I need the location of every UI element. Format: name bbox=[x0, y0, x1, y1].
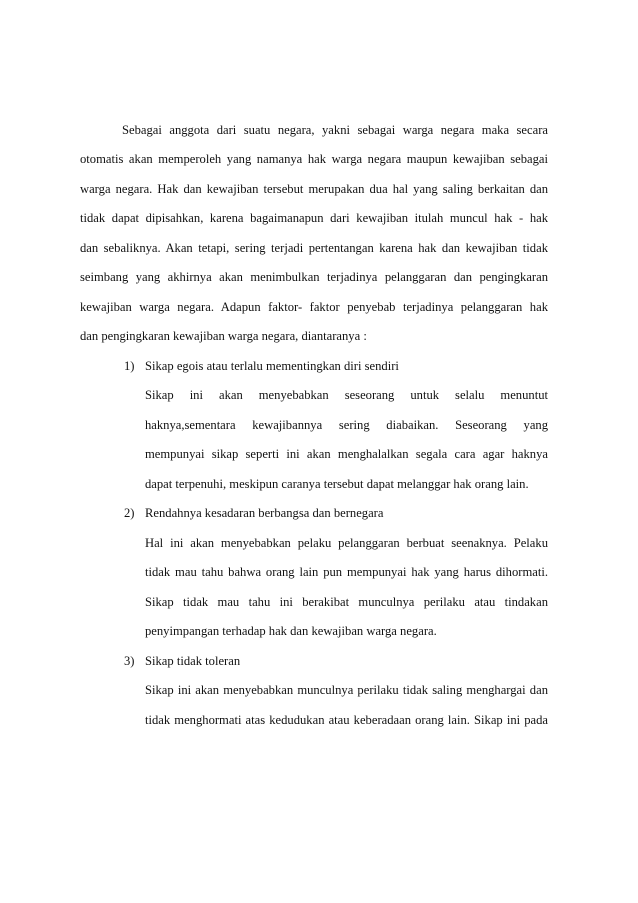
paragraph-line: Sebagai anggota dari suatu negara, yakni sebagai warga negara maka secara bbox=[122, 123, 548, 137]
paragraph-line: seimbang yang akhirnya akan menimbulkan terjadinya pelanggaran dan pengingkaran bbox=[80, 270, 548, 284]
paragraph-line: dan pengingkaran kewajiban warga negara, diantaranya : bbox=[80, 329, 367, 343]
paragraph-line: tidak dapat dipisahkan, karena bagaimanapun dari kewajiban itulah muncul hak - hak bbox=[80, 211, 548, 225]
paragraph-line: warga negara. Hak dan kewajiban tersebut merupakan dua hal yang saling berkaitan dan bbox=[80, 182, 548, 196]
list-body-line: mempunyai sikap seperti ini akan menghalalkan segala cara agar haknya bbox=[145, 447, 548, 461]
list-body-line: Sikap tidak mau tahu ini berakibat munculnya perilaku atau tindakan bbox=[145, 595, 548, 609]
list-body-line: haknya,sementara kewajibannya sering diabaikan. Seseorang yang bbox=[145, 418, 548, 432]
list-marker: 2) bbox=[124, 506, 135, 520]
list-heading: Sikap tidak toleran bbox=[145, 654, 241, 668]
list-heading: Rendahnya kesadaran berbangsa dan bernegara bbox=[145, 506, 384, 520]
list-body-line: Sikap ini akan menyebabkan seseorang untuk selalu menuntut bbox=[145, 388, 548, 402]
paragraph-line: otomatis akan memperoleh yang namanya hak warga negara maupun kewajiban sebagai bbox=[80, 152, 548, 166]
list-body-line: tidak mau tahu bahwa orang lain pun mempunyai hak yang harus dihormati. bbox=[145, 565, 548, 579]
list-marker: 3) bbox=[124, 654, 135, 668]
paragraph-line: kewajiban warga negara. Adapun faktor- faktor penyebab terjadinya pelanggaran hak bbox=[80, 300, 548, 314]
list-marker: 1) bbox=[124, 359, 135, 373]
list-heading: Sikap egois atau terlalu mementingkan diri sendiri bbox=[145, 359, 399, 373]
list-body-line: Hal ini akan menyebabkan pelaku pelanggaran berbuat seenaknya. Pelaku bbox=[145, 536, 548, 550]
list-body-line: dapat terpenuhi, meskipun caranya tersebut dapat melanggar hak orang lain. bbox=[145, 477, 529, 491]
list-body-line: tidak menghormati atas kedudukan atau keberadaan orang lain. Sikap ini pada bbox=[145, 713, 548, 727]
paragraph-line: dan sebaliknya. Akan tetapi, sering terjadi pertentangan karena hak dan kewajiban tidak bbox=[80, 241, 548, 255]
list-body-line: Sikap ini akan menyebabkan munculnya perilaku tidak saling menghargai dan bbox=[145, 683, 548, 697]
list-body-line: penyimpangan terhadap hak dan kewajiban warga negara. bbox=[145, 624, 437, 638]
